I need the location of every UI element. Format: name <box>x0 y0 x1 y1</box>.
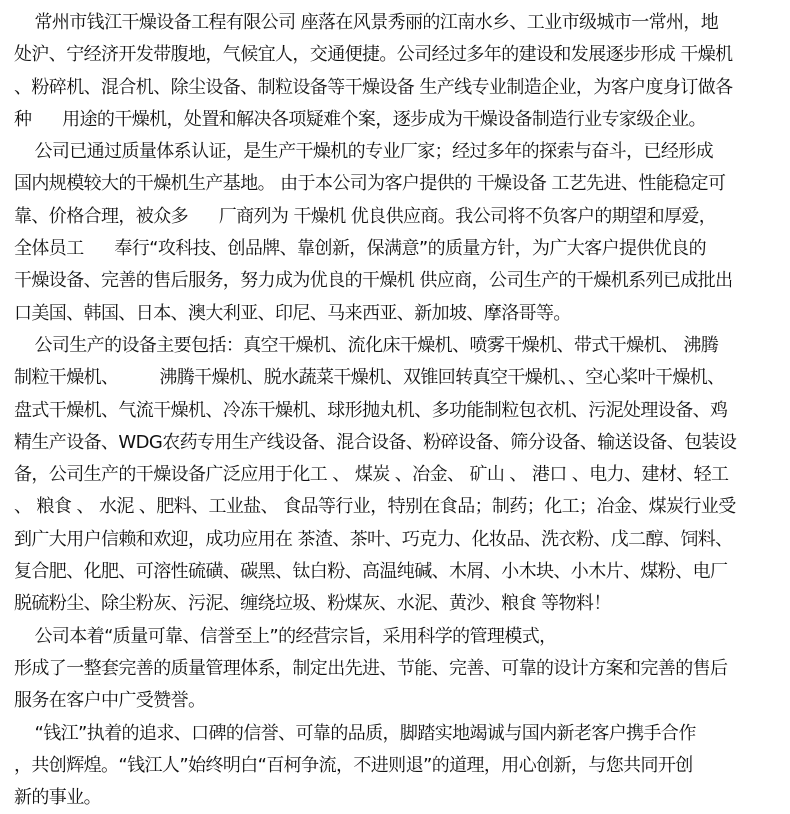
text-line: 种 用途的干燥机，处置和解决各项疑难个案，逐步成为干燥设备制造行业专家级企业。 <box>14 108 706 130</box>
text-line: 口美国、韩国、日本、澳大利亚、印尼、马来西亚、新加坡、摩洛哥等。 <box>14 302 571 324</box>
text-line: 到广大用户信赖和欢迎，成功应用在 茶渣、茶叶、巧克力、化妆品、洗衣粉、戊二醇、饲料、 <box>14 528 733 550</box>
text-line: 盘式干燥机、气流干燥机、冷冻干燥机、球形抛丸机、多功能制粒包衣机、污泥处理设备、鸡 <box>14 399 728 421</box>
text-line: 新的事业。 <box>14 787 101 809</box>
text-line: 公司本着“质量可靠、信誉至上”的经营宗旨，采用科学的管理模式， <box>14 625 557 647</box>
text-line: ，共创辉煌。“钱江人”始终明白“百柯争流，不进则退”的道理，用心创新，与您共同开创 <box>14 754 693 776</box>
text-line: 制粒干燥机、 沸腾干燥机、脱水蔬菜干燥机、双锥回转真空干燥机、、空心桨叶干燥机、 <box>14 367 725 389</box>
text-line: 处沪、宁经济开发带腹地，气候宜人，交通便捷。公司经过多年的建设和发展逐步形成 干燥机 <box>14 44 733 66</box>
text-line: 脱硫粉尘、除尘粉灰、污泥、缠绕垃圾、粉煤灰、水泥、黄沙、粮食 等物料！ <box>14 593 611 615</box>
text-line: 全体员工 奉行“攻科技、创品牌、靠创新，保满意”的质量方针，为广大客户提供优良的 <box>14 238 706 260</box>
text-line: 公司已通过质量体系认证，是生产干燥机的专业厂家；经过多年的探索与奋斗，已经形成 <box>14 141 714 163</box>
text-line: 复合肥、化肥、可溶性硫磺、碳黑、钛白粉、高温纯碱、木屑、小木块、小木片、煤粉、电厂 <box>14 561 728 583</box>
text-line: “钱江”执着的追求、口碑的信誉、可靠的品质，脚踏实地竭诚与国内新老客户携手合作 <box>14 722 696 744</box>
text-line: 、粉碎机、混合机、除尘设备、制粒设备等干燥设备 生产线专业制造企业，为客户度身订做各 <box>14 76 733 98</box>
text-line: 干燥设备、完善的售后服务，努力成为优良的干燥机 供应商，公司生产的干燥机系列已成批出 <box>14 270 733 292</box>
text-line: 服务在客户中广受赞誉。 <box>14 690 206 712</box>
text-line: 、 粮食 、 水泥 、肥料、工业盐、 食品等行业，特别在食品；制药；化工；冶金、煤炭行业受 <box>14 496 736 518</box>
text-line: 靠、价格合理，被众多 厂商列为 干燥机 优良供应商。我公司将不负客户的期望和厚爱， <box>14 205 717 227</box>
text-line: 常州市钱江干燥设备工程有限公司 座落在风景秀丽的江南水乡、工业市级城市一常州，地 <box>14 12 719 33</box>
text-line: 备，公司生产的干燥设备广泛应用于化工 、 煤炭 、冶金、 矿山 、 港口 、电力、建材、轻工 <box>14 464 729 486</box>
text-line: 公司生产的设备主要包括：真空干燥机、流化床干燥机、喷雾干燥机、带式干燥机、 沸腾 <box>14 334 719 356</box>
text-line: 国内规模较大的干燥机生产基地。 由于本公司为客户提供的 干燥设备 工艺先进、性能稳定可 <box>14 173 726 195</box>
text-line: 形成了一整套完善的质量管理体系，制定出先进、节能、完善、可靠的设计方案和完善的售后 <box>14 657 728 679</box>
text-line: 精生产设备、WDG农药专用生产线设备、混合设备、粉碎设备、筛分设备、输送设备、包装设 <box>14 431 737 453</box>
